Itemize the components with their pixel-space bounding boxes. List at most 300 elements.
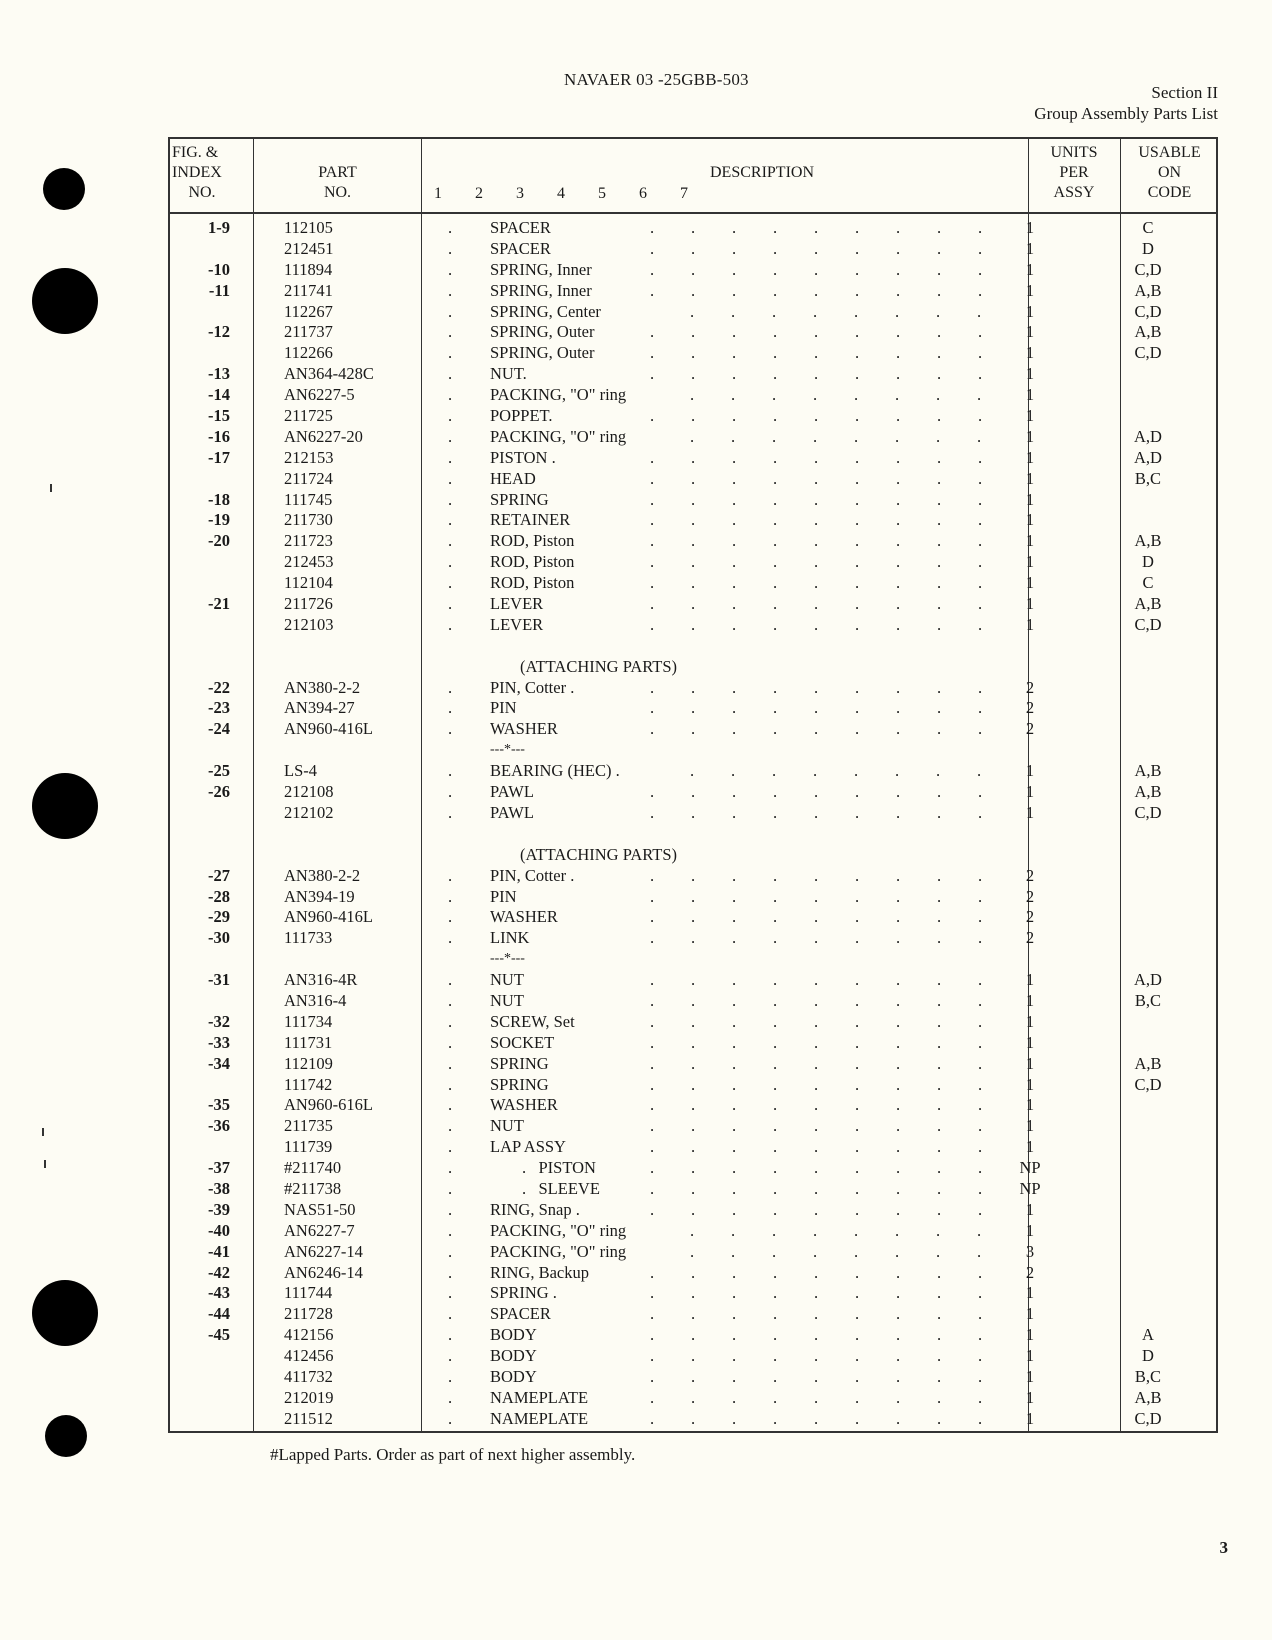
units-per-assy: 1 [1025,343,1035,363]
parts-rows [170,218,1216,1430]
leader-dots: . . . . . . . . . [650,238,983,258]
units-per-assy: 2 [1025,907,1035,927]
indent-level-numbers: 1 2 3 4 5 6 7 [434,185,688,202]
leader-dots: . . . . . . . . [690,761,982,781]
description: SPRING, Inner [490,281,598,301]
usable-on-code: C,D [1134,343,1162,363]
table-row [170,573,1216,594]
separator-row [170,740,1216,761]
usable-on-code: B,C [1134,990,1162,1010]
units-per-assy: 1 [1025,218,1035,237]
section-heading: (ATTACHING PARTS) [520,844,678,864]
units-per-assy: 1 [1025,259,1035,279]
separator-mark: ---*--- [490,742,525,758]
part-number: AN960-416L [284,907,373,927]
part-number: 111894 [284,259,333,279]
table-row [170,1033,1216,1054]
usable-on-code: D [1142,238,1154,258]
part-number: 112266 [284,343,333,363]
description: . PISTON [522,1158,602,1178]
table-row [170,1116,1216,1137]
part-number: AN316-4 [284,990,347,1010]
units-per-assy: 1 [1025,447,1035,467]
table-row [170,782,1216,803]
table-row [170,531,1216,552]
part-number: 211737 [284,322,333,342]
binder-hole [43,168,85,210]
column-header-usable-on-code: USABLE ON CODE [1138,144,1201,201]
description: SPACER [490,218,557,238]
fig-index: -44 [208,1304,230,1324]
indent-dot: . [448,322,453,342]
fig-index: -13 [208,364,230,384]
part-number: 112267 [284,301,333,321]
table-row [170,218,1216,239]
table-row [170,260,1216,281]
indent-dot: . [448,468,453,488]
usable-on-code: C,D [1134,1408,1162,1428]
fig-index: -30 [208,928,230,948]
fig-index: -23 [208,698,230,718]
attaching-parts-heading [170,657,1216,678]
units-per-assy: 1 [1025,364,1035,384]
part-number: AN380-2-2 [284,865,361,885]
part-number: AN6227-14 [284,1241,363,1261]
indent-dot: . [448,343,453,363]
indent-dot: . [448,1220,453,1240]
indent-dot: . [448,907,453,927]
table-row [170,1179,1216,1200]
units-per-assy: 1 [1025,594,1035,614]
part-number: 111742 [284,1074,333,1094]
part-number: 111734 [284,1011,333,1031]
units-per-assy: 1 [1025,426,1035,446]
units-per-assy: 1 [1025,510,1035,530]
description: SOCKET [490,1033,560,1053]
section-title: Group Assembly Parts List [1034,104,1218,123]
units-per-assy: NP [1019,1158,1041,1178]
part-number: 211725 [284,406,333,426]
blank-row [170,636,1216,657]
units-per-assy: 1 [1025,802,1035,822]
part-number: 212453 [284,552,334,572]
fig-index: -38 [208,1178,230,1198]
leader-dots: . . . . . . . . . [650,698,983,718]
indent-dot: . [448,1032,453,1052]
table-row [170,1242,1216,1263]
leader-dots: . . . . . . . . . [650,1366,983,1386]
leader-dots: . . . . . . . . . [650,1074,983,1094]
units-per-assy: 2 [1025,865,1035,885]
units-per-assy: 1 [1025,1199,1035,1219]
indent-dot: . [448,364,453,384]
section-label: Section II [1151,83,1218,102]
indent-dot: . [448,1366,453,1386]
indent-dot: . [448,426,453,446]
fig-index: -12 [208,322,230,342]
usable-on-code: A,B [1134,322,1162,342]
table-row [170,510,1216,531]
table-row [170,281,1216,302]
part-number: 212019 [284,1387,334,1407]
units-per-assy: 1 [1025,468,1035,488]
indent-dot: . [448,1116,453,1136]
leader-dots: . . . . . . . . . [650,865,983,885]
usable-on-code: A,D [1134,426,1162,446]
fig-index: -15 [208,406,230,426]
leader-dots: . . . . . . . . . [650,531,983,551]
units-per-assy: 1 [1025,406,1035,426]
units-per-assy: 1 [1025,782,1035,802]
usable-on-code: C [1142,573,1154,593]
fig-index: -41 [208,1241,230,1261]
units-per-assy: 1 [1025,385,1035,405]
part-number: AN960-616L [284,1095,373,1115]
part-number: 212103 [284,614,334,634]
indent-dot: . [448,447,453,467]
indent-dot: . [448,1199,453,1219]
table-row [170,1054,1216,1075]
usable-on-code: C,D [1134,802,1162,822]
part-number: LS-4 [284,761,317,781]
indent-dot: . [448,1158,453,1178]
table-row [170,1283,1216,1304]
part-number: 111733 [284,928,333,948]
table-row [170,1012,1216,1033]
fig-index: 1-9 [208,218,230,237]
units-per-assy: 1 [1025,1095,1035,1115]
leader-dots: . . . . . . . . . [650,1199,983,1219]
fig-index: -27 [208,865,230,885]
part-number: 211728 [284,1304,333,1324]
indent-dot: . [448,406,453,426]
indent-dot: . [448,1011,453,1031]
description: PAWL [490,803,540,823]
part-number: 211735 [284,1116,333,1136]
units-per-assy: 1 [1025,1283,1035,1303]
part-number: AN364-428C [284,364,374,384]
table-row [170,970,1216,991]
leader-dots: . . . . . . . . . [650,1116,983,1136]
indent-dot: . [448,1325,453,1345]
units-per-assy: 1 [1025,1408,1035,1428]
usable-on-code: A,B [1134,782,1162,802]
leader-dots: . . . . . . . . . [650,447,983,467]
table-row [170,1304,1216,1325]
units-per-assy: 2 [1025,886,1035,906]
part-number: #211740 [284,1158,342,1178]
description: ROD, Piston [490,552,580,572]
units-per-assy: 1 [1025,489,1035,509]
units-per-assy: 2 [1025,1262,1035,1282]
description: SPACER [490,1304,557,1324]
units-per-assy: NP [1019,1178,1041,1198]
table-row [170,615,1216,636]
table-row [170,1346,1216,1367]
table-row [170,469,1216,490]
fig-index: -28 [208,886,230,906]
usable-on-code: B,C [1134,1366,1162,1386]
indent-dot: . [448,301,453,321]
indent-dot: . [448,1283,453,1303]
indent-dot: . [448,719,453,739]
usable-on-code: A,B [1134,594,1162,614]
indent-dot: . [448,594,453,614]
description: SPRING, Center [490,302,607,322]
indent-dot: . [448,970,453,990]
table-row [170,1221,1216,1242]
table-row [170,991,1216,1012]
leader-dots: . . . . . . . . [690,426,982,446]
units-per-assy: 1 [1025,1304,1035,1324]
table-row [170,866,1216,887]
part-number: 212153 [284,447,334,467]
leader-dots: . . . . . . . . [690,1241,982,1261]
description: PACKING, "O" ring [490,1242,632,1262]
usable-on-code: A,B [1134,280,1162,300]
header-divider [170,212,1216,214]
leader-dots: . . . . . . . . . [650,1011,983,1031]
fig-index: -26 [208,782,230,802]
table-row [170,1325,1216,1346]
description: RING, Snap . [490,1200,586,1220]
indent-dot: . [448,865,453,885]
part-number: AN380-2-2 [284,677,361,697]
description: BEARING (HEC) . [490,761,626,781]
usable-on-code: D [1142,1346,1154,1366]
units-per-assy: 1 [1025,1074,1035,1094]
part-number: NAS51-50 [284,1199,356,1219]
table-row [170,1388,1216,1409]
part-number: 211724 [284,468,333,488]
indent-dot: . [448,1074,453,1094]
indent-dot: . [448,1304,453,1324]
usable-on-code: A,B [1134,1053,1162,1073]
units-per-assy: 1 [1025,280,1035,300]
part-number: #211738 [284,1178,342,1198]
leader-dots: . . . . . . . . [690,301,982,321]
part-number: AN6227-7 [284,1220,355,1240]
footnote: #Lapped Parts. Order as part of next higher assembly. [270,1445,636,1464]
description: ROD, Piston [490,573,580,593]
indent-dot: . [448,1262,453,1282]
leader-dots: . . . . . . . . . [650,510,983,530]
part-number: 212451 [284,238,334,258]
table-row [170,1095,1216,1116]
table-row [170,322,1216,343]
description: LEVER [490,615,549,635]
indent-dot: . [448,1178,453,1198]
table-row [170,1200,1216,1221]
scan-mark [44,1160,46,1168]
table-row [170,448,1216,469]
usable-on-code: C,D [1134,614,1162,634]
units-per-assy: 1 [1025,1387,1035,1407]
usable-on-code: C,D [1134,1074,1162,1094]
table-row [170,1158,1216,1179]
description: PACKING, "O" ring [490,1221,632,1241]
indent-dot: . [448,218,453,237]
usable-on-code: A,D [1134,970,1162,990]
leader-dots: . . . . . . . . . [650,364,983,384]
indent-dot: . [448,928,453,948]
usable-on-code: D [1142,552,1154,572]
description: NUT [490,1116,530,1136]
description: NUT [490,991,530,1011]
description: WASHER [490,907,564,927]
indent-dot: . [448,259,453,279]
units-per-assy: 1 [1025,1053,1035,1073]
leader-dots: . . . . . . . . . [650,322,983,342]
description: WASHER [490,1095,564,1115]
part-number: 412456 [284,1346,334,1366]
table-row [170,427,1216,448]
leader-dots: . . . . . . . . . [650,782,983,802]
description: SPRING [490,1054,555,1074]
part-number: 111744 [284,1283,333,1303]
fig-index: -37 [208,1158,230,1178]
section-header [1034,82,1218,124]
binder-hole [32,1280,98,1346]
table-row [170,907,1216,928]
scan-mark [42,1128,44,1136]
table-row [170,594,1216,615]
leader-dots: . . . . . . . . . [650,1262,983,1282]
part-number: 112109 [284,1053,333,1073]
part-number: AN394-19 [284,886,355,906]
description: SPRING [490,1075,555,1095]
description: SCREW, Set [490,1012,581,1032]
column-header-fig-index: FIG. & INDEX NO. [172,144,222,201]
description: . SLEEVE [522,1179,606,1199]
description: BODY [490,1367,543,1387]
fig-index: -25 [208,761,230,781]
table-row [170,385,1216,406]
indent-dot: . [448,1387,453,1407]
description: PIN, Cotter . [490,678,580,698]
usable-on-code: A,D [1134,447,1162,467]
indent-dot: . [448,531,453,551]
units-per-assy: 2 [1025,677,1035,697]
part-number: 211512 [284,1408,333,1428]
table-row [170,1263,1216,1284]
fig-index: -10 [208,259,230,279]
leader-dots: . . . . . . . . . [650,1304,983,1324]
description: NAMEPLATE [490,1388,594,1408]
description: BODY [490,1325,543,1345]
part-number: 111731 [284,1032,333,1052]
description: WASHER [490,719,564,739]
leader-dots: . . . . . . . . . [650,280,983,300]
part-number: 412156 [284,1325,334,1345]
table-row [170,302,1216,323]
fig-index: -39 [208,1199,230,1219]
description: LINK [490,928,535,948]
indent-dot: . [448,1053,453,1073]
fig-index: -29 [208,907,230,927]
units-per-assy: 1 [1025,970,1035,990]
fig-index: -18 [208,489,230,509]
part-number: 211741 [284,280,333,300]
units-per-assy: 1 [1025,1220,1035,1240]
part-number: 211723 [284,531,333,551]
table-row [170,1137,1216,1158]
fig-index: -22 [208,677,230,697]
table-row [170,364,1216,385]
leader-dots: . . . . . . . . . [650,552,983,572]
table-row [170,343,1216,364]
description: NUT. [490,364,533,384]
description: SPRING . [490,1283,563,1303]
usable-on-code: A,B [1134,1387,1162,1407]
part-number: AN316-4R [284,970,358,990]
units-per-assy: 1 [1025,1032,1035,1052]
usable-on-code: C,D [1134,259,1162,279]
description: SPRING, Inner [490,260,598,280]
indent-dot: . [448,761,453,781]
fig-index: -33 [208,1032,230,1052]
fig-index: -20 [208,531,230,551]
description: HEAD [490,469,542,489]
table-row [170,490,1216,511]
fig-index: -21 [208,594,230,614]
description: PIN [490,887,523,907]
units-per-assy: 1 [1025,1011,1035,1031]
usable-on-code: A [1142,1325,1154,1345]
units-per-assy: 1 [1025,1325,1035,1345]
fig-index: -32 [208,1011,230,1031]
fig-index: -31 [208,970,230,990]
units-per-assy: 1 [1025,552,1035,572]
fig-index: -16 [208,426,230,446]
leader-dots: . . . . . . . . . [650,677,983,697]
leader-dots: . . . . . . . . . [650,970,983,990]
units-per-assy: 1 [1025,1346,1035,1366]
table-row [170,928,1216,949]
leader-dots: . . . . . . . . . [650,802,983,822]
document-number: NAVAER 03 -25GBB-503 [564,70,749,89]
blank-row [170,824,1216,845]
units-per-assy: 1 [1025,1137,1035,1157]
scan-mark [50,484,52,492]
fig-index: -40 [208,1220,230,1240]
leader-dots: . . . . . . . . . [650,1137,983,1157]
part-number: 111739 [284,1137,333,1157]
description: PACKING, "O" ring [490,427,632,447]
fig-index: -43 [208,1283,230,1303]
description: NAMEPLATE [490,1409,594,1429]
units-per-assy: 1 [1025,573,1035,593]
fig-index: -11 [208,280,230,300]
leader-dots: . . . . . . . . . [650,928,983,948]
description: ROD, Piston [490,531,580,551]
indent-dot: . [448,698,453,718]
indent-dot: . [448,385,453,405]
indent-dot: . [448,1408,453,1428]
indent-dot: . [448,280,453,300]
part-number: 211730 [284,510,333,530]
description: SPRING [490,490,555,510]
units-per-assy: 2 [1025,928,1035,948]
description: RETAINER [490,510,576,530]
units-per-assy: 1 [1025,1366,1035,1386]
leader-dots: . . . . . . . . . [650,886,983,906]
leader-dots: . . . . . . . . . [650,259,983,279]
table-row [170,678,1216,699]
indent-dot: . [448,573,453,593]
description: NUT [490,970,530,990]
leader-dots: . . . . . . . . . [650,218,983,237]
